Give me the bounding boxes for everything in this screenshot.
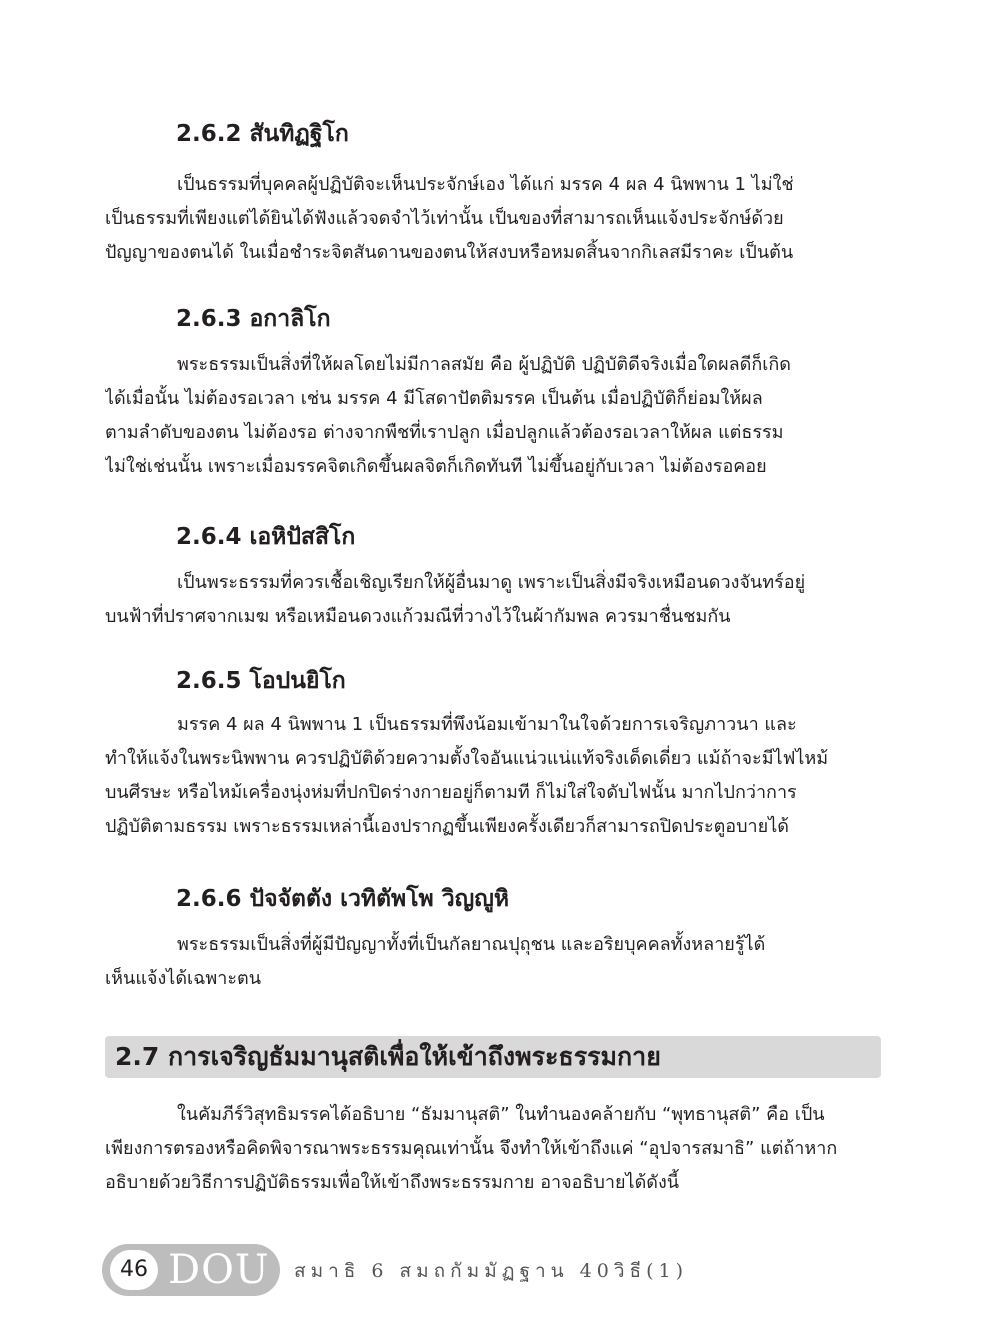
footer-badge [102, 1244, 280, 1296]
text-line: ไม่ใช่เช่นนั้น เพราะเมื่อมรรคจิตเกิดขึ้นผลจิตก็เกิดทันที ไม่ขึ้นอยู่กับเวลา ไม่ต้องรอคอย [105, 456, 767, 477]
section-heading-bar [105, 1036, 881, 1078]
paragraph-2-6-3 [105, 348, 883, 484]
section-title-2-7: 2.7 การเจริญธัมมานุสติเพื่อให้เข้าถึงพระธรรมกาย [115, 1042, 661, 1071]
heading-2-6-6: 2.6.6 ปัจจัตตัง เวทิตัพโพ วิญญูหิ [176, 886, 509, 912]
paragraph-2-7 [105, 1098, 883, 1200]
text-line: ปฏิบัติตามธรรม เพราะธรรมเหล่านี้เองปรากฏขึ้นเพียงครั้งเดียวก็สามารถปิดประตูอบายได้ [105, 816, 789, 837]
paragraph-2-6-2 [105, 168, 883, 270]
text-line: ในคัมภีร์วิสุทธิมรรคได้อธิบาย “ธัมมานุสติ” ในทำนองคล้ายกับ “พุทธานุสติ” คือ เป็น [177, 1104, 825, 1125]
text-line: เป็นธรรมที่บุคคลผู้ปฏิบัติจะเห็นประจักษ์เอง ได้แก่ มรรค 4 ผล 4 นิพพาน 1 ไม่ใช่ [177, 174, 794, 195]
text-line: ตามลำดับของตน ไม่ต้องรอ ต่างจากพืชที่เราปลูก เมื่อปลูกแล้วต้องรอเวลาให้ผล แต่ธรรม [105, 422, 784, 443]
text-line: ปัญญาของตนได้ ในเมื่อชำระจิตสันดานของตนให้สงบหรือหมดสิ้นจากกิเลสมีราคะ เป็นต้น [105, 242, 794, 263]
brand-logo-text: DOU [168, 1247, 270, 1293]
heading-2-6-4: 2.6.4 เอหิปัสสิโก [176, 524, 356, 550]
text-line: เห็นแจ้งได้เฉพาะตน [105, 968, 262, 989]
text-line: เพียงการตรองหรือคิดพิจารณาพระธรรมคุณเท่านั้น จึงทำให้เข้าถึงแค่ “อุปจารสมาธิ” แต่ถ้าหาก [105, 1138, 838, 1159]
paragraph-2-6-6 [105, 928, 883, 996]
paragraph-2-6-4 [105, 566, 883, 634]
paragraph-2-6-5 [105, 708, 883, 844]
heading-2-6-2: 2.6.2 สันทิฏฐิโก [176, 121, 349, 147]
text-line: มรรค 4 ผล 4 นิพพาน 1 เป็นธรรมที่พึงน้อมเข้ามาในใจด้วยการเจริญภาวนา และ [177, 714, 797, 735]
text-line: ทำให้แจ้งในพระนิพพาน ควรปฏิบัติด้วยความตั้งใจอันแน่วแน่แท้จริงเด็ดเดี่ยว แม้ถ้าจะมีไฟไหม้ [105, 748, 829, 769]
running-footer-title: สมาธิ 6 สมถกัมมัฏฐาน 40วิธี(1) [294, 1260, 689, 1282]
heading-2-6-5: 2.6.5 โอปนยิโก [176, 668, 346, 694]
text-line: อธิบายด้วยวิธีการปฏิบัติธรรมเพื่อให้เข้าถึงพระธรรมกาย อาจอธิบายได้ดังนี้ [105, 1172, 680, 1193]
text-line: พระธรรมเป็นสิ่งที่ให้ผลโดยไม่มีกาลสมัย คือ ผู้ปฏิบัติ ปฏิบัติดีจริงเมื่อใดผลดีก็เกิด [177, 354, 791, 375]
text-line: บนฟ้าที่ปราศจากเมฆ หรือเหมือนดวงแก้วมณีที่วางไว้ในผ้ากัมพล ควรมาชื่นชมกัน [105, 606, 731, 627]
text-line: บนศีรษะ หรือไหม้เครื่องนุ่งห่มที่ปกปิดร่างกายอยู่ก็ตามที ก็ไม่ใส่ใจดับไฟนั้น มากไปกว่าการ [105, 782, 797, 803]
text-line: พระธรรมเป็นสิ่งที่ผู้มีปัญญาทั้งที่เป็นกัลยาณปุถุชน และอริยบุคคลทั้งหลายรู้ได้ [177, 934, 766, 955]
text-line: เป็นธรรมที่เพียงแต่ได้ยินได้ฟังแล้วจดจำไว้เท่านั้น เป็นของที่สามารถเห็นแจ้งประจักษ์ด้วย [105, 208, 784, 229]
text-line: เป็นพระธรรมที่ควรเชื้อเชิญเรียกให้ผู้อื่นมาดู เพราะเป็นสิ่งมีจริงเหมือนดวงจันทร์อยู่ [177, 572, 806, 593]
heading-2-6-3: 2.6.3 อกาลิโก [176, 306, 331, 332]
page-number: 46 [110, 1250, 158, 1290]
text-line: ได้เมื่อนั้น ไม่ต้องรอเวลา เช่น มรรค 4 มีโสดาปัตติมรรค เป็นต้น เมื่อปฏิบัติก็ย่อมให้ผล [105, 388, 763, 409]
